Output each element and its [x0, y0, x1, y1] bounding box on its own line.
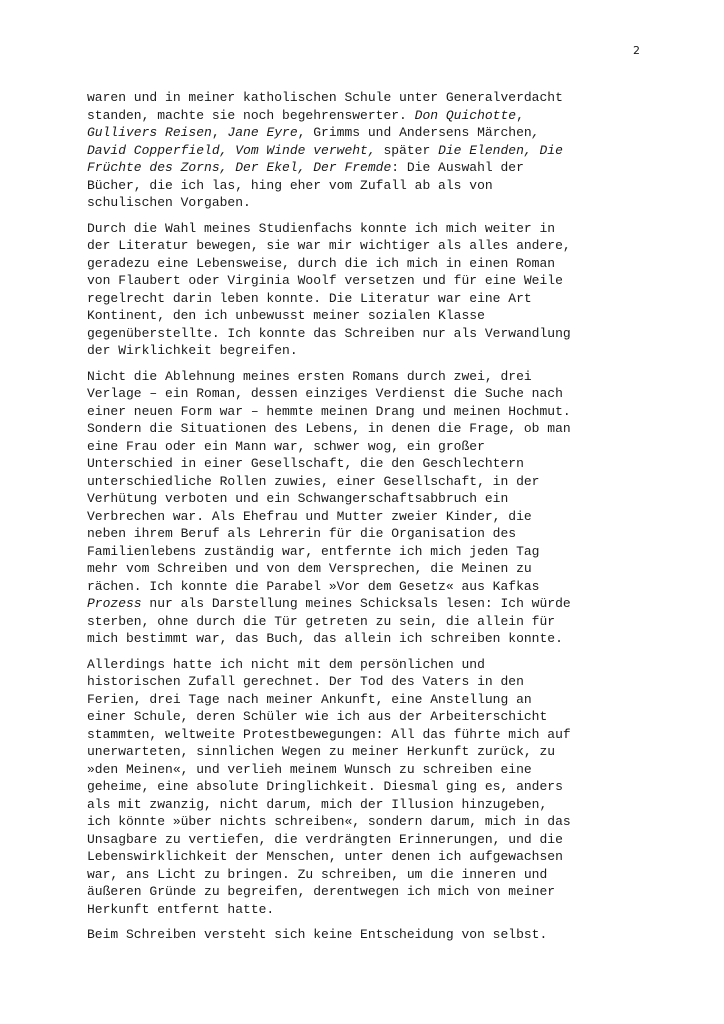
text-segment: Durch die Wahl meines Studienfachs konnte ich mich weiter in [87, 220, 556, 236]
text-line [87, 761, 647, 779]
text-line [87, 89, 647, 107]
text-segment: geheime, eine absolute Dringlichkeit. Diesmal ging es, anders [87, 779, 563, 794]
text-segment: nur als Darstellung meines Schicksals lesen: Ich würde [141, 596, 571, 611]
text-line [87, 272, 647, 290]
text-segment: : Die Auswahl der [391, 160, 524, 175]
text-line [87, 438, 647, 456]
text-line [87, 708, 647, 726]
italic-text: David Copperfield, Vom Winde verweht, [87, 142, 376, 158]
text-segment: stammten, weltweite Protestbewegungen: All das führte mich auf [87, 726, 571, 742]
text-segment: später [375, 142, 439, 158]
text-line [87, 866, 647, 884]
text-segment: unterschiedliche Rollen zuwies, einer Gesellschaft, in der [87, 473, 540, 489]
italic-text: Früchte des Zorns, Der Ekel, Der Fremde [87, 160, 392, 175]
text-segment: der Wirklichkeit begreifen. [87, 343, 298, 358]
text-segment: Unsagbare zu vertiefen, die verdrängten Erinnerungen, und die [87, 831, 563, 847]
text-segment: Familienlebens zuständig war, entfernte ich mich jeden Tag [87, 543, 540, 559]
text-line [87, 831, 647, 849]
text-segment: standen, machte sie noch begehrenswerter. [87, 107, 415, 123]
text-segment: regelrecht darin leben konnte. Die Literatur war eine Art [87, 290, 532, 306]
body-text [87, 89, 647, 952]
text-segment: Sondern die Situationen des Lebens, in denen die Frage, ob man [87, 421, 571, 436]
text-line [87, 385, 647, 403]
text-segment: schulischen Vorgaben. [87, 195, 251, 210]
text-line [87, 508, 647, 526]
text-line [87, 342, 647, 360]
text-segment: Kontinent, den ich unbewusst meiner sozialen Klasse [87, 308, 485, 323]
text-line [87, 307, 647, 325]
text-line [87, 220, 647, 238]
text-segment: der Literatur bewegen, sie war mir wichtiger als alles andere, [87, 238, 571, 253]
text-line [87, 578, 647, 596]
text-segment: Unterschied in einer Gesellschaft, die den Geschlechtern [87, 456, 524, 471]
text-segment: ich könnte »über nichts schreiben«, sondern darum, mich in das [87, 814, 571, 829]
text-line [87, 673, 647, 691]
text-segment: sterben, ohne durch die Tür getreten zu sein, die allein für [87, 613, 556, 629]
text-line [87, 543, 647, 561]
italic-text: , [531, 125, 540, 140]
text-line [87, 455, 647, 473]
text-line [87, 743, 647, 761]
text-segment: von Flaubert oder Virginia Woolf versetzen und für eine Weile [87, 273, 563, 288]
text-line [87, 796, 647, 814]
text-segment: eine Frau oder ein Mann war, schwer wog, ein großer [87, 438, 485, 454]
text-line [87, 926, 647, 944]
text-line [87, 368, 647, 386]
text-line [87, 813, 647, 831]
text-segment: Verhütung verboten und ein Schwangerschaftsabbruch ein [87, 491, 509, 506]
text-segment: , Grimms und Andersens Märchen [297, 125, 532, 140]
text-line [87, 237, 647, 255]
text-segment: gegenüberstellte. Ich konnte das Schreiben nur als Verwandlung [87, 325, 571, 341]
text-segment: neben ihrem Beruf als Lehrerin für die Organisation des [87, 526, 517, 541]
text-line [87, 560, 647, 578]
text-segment: unerwarteten, sinnlichen Wegen zu meiner Herkunft zurück, zu [87, 744, 556, 759]
text-segment: Verlage – ein Roman, dessen einziges Verdienst die Suche nach [87, 386, 563, 401]
text-line [87, 255, 647, 273]
text-line [87, 883, 647, 901]
text-segment: geradezu eine Lebensweise, durch die ich mich in einen Roman [87, 255, 556, 271]
text-segment: , [516, 107, 524, 123]
paragraph [87, 220, 647, 360]
text-segment: Ferien, drei Tage nach meiner Ankunft, eine Anstellung an [87, 691, 532, 707]
text-segment: , [211, 125, 228, 140]
text-line [87, 630, 647, 648]
text-line [87, 142, 647, 160]
text-line [87, 124, 647, 142]
paragraph [87, 926, 647, 944]
text-segment: einer Schule, deren Schüler wie ich aus der Arbeiterschicht [87, 709, 548, 724]
text-line [87, 420, 647, 438]
text-line [87, 473, 647, 491]
text-line [87, 613, 647, 631]
text-segment: waren und in meiner katholischen Schule unter Generalverdacht [87, 90, 563, 105]
text-line [87, 290, 647, 308]
text-line [87, 159, 647, 177]
italic-text: Die Elenden, Die [438, 142, 563, 158]
page-number: 2 [633, 44, 640, 57]
text-line [87, 901, 647, 919]
paragraph [87, 89, 647, 212]
paragraph [87, 368, 647, 648]
text-line [87, 177, 647, 195]
text-line [87, 403, 647, 421]
paragraph [87, 656, 647, 919]
text-segment: Herkunft entfernt hatte. [87, 901, 275, 917]
text-line [87, 778, 647, 796]
text-segment: historischen Zufall gerechnet. Der Tod des Vaters in den [87, 674, 524, 689]
text-line [87, 848, 647, 866]
text-line [87, 194, 647, 212]
text-segment: war, ans Licht zu bringen. Zu schreiben, um die inneren und [87, 866, 548, 882]
italic-text: Don Quichotte [414, 107, 517, 123]
text-segment: Lebenswirklichkeit der Menschen, unter denen ich aufgewachsen [87, 849, 563, 864]
text-segment: Verbrechen war. Als Ehefrau und Mutter zweier Kinder, die [87, 508, 532, 524]
text-line [87, 107, 647, 125]
text-segment: äußeren Gründe zu begreifen, derentwegen ich mich von meiner [87, 884, 556, 899]
text-segment: Nicht die Ablehnung meines ersten Romans durch zwei, drei [87, 368, 532, 384]
text-segment: als mit zwanzig, nicht darum, mich der Illusion hinzugeben, [87, 796, 548, 812]
text-line [87, 595, 647, 613]
text-line [87, 490, 647, 508]
text-line [87, 726, 647, 744]
text-segment: einer neuen Form war – hemmte meinen Drang und meinen Hochmut. [87, 403, 571, 419]
italic-text: Gullivers Reisen [87, 125, 212, 140]
text-segment: mich bestimmt war, das Buch, das allein ich schreiben konnte. [87, 631, 563, 646]
text-line [87, 525, 647, 543]
text-segment: Allerdings hatte ich nicht mit dem persönlichen und [87, 656, 485, 672]
text-line [87, 691, 647, 709]
text-segment: mehr vom Schreiben und von dem Versprechen, die Meinen zu [87, 561, 532, 576]
text-segment: Beim Schreiben versteht sich keine Entscheidung von selbst. [87, 927, 548, 942]
italic-text: Jane Eyre [227, 125, 298, 140]
text-line [87, 325, 647, 343]
text-line [87, 656, 647, 674]
text-segment: »den Meinen«, und verlieh meinem Wunsch zu schreiben eine [87, 761, 532, 777]
italic-text: Prozess [87, 596, 142, 611]
text-segment: Bücher, die ich las, hing eher vom Zufall ab als von [87, 177, 493, 193]
text-segment: rächen. Ich konnte die Parabel »Vor dem Gesetz« aus Kafkas [87, 578, 540, 594]
